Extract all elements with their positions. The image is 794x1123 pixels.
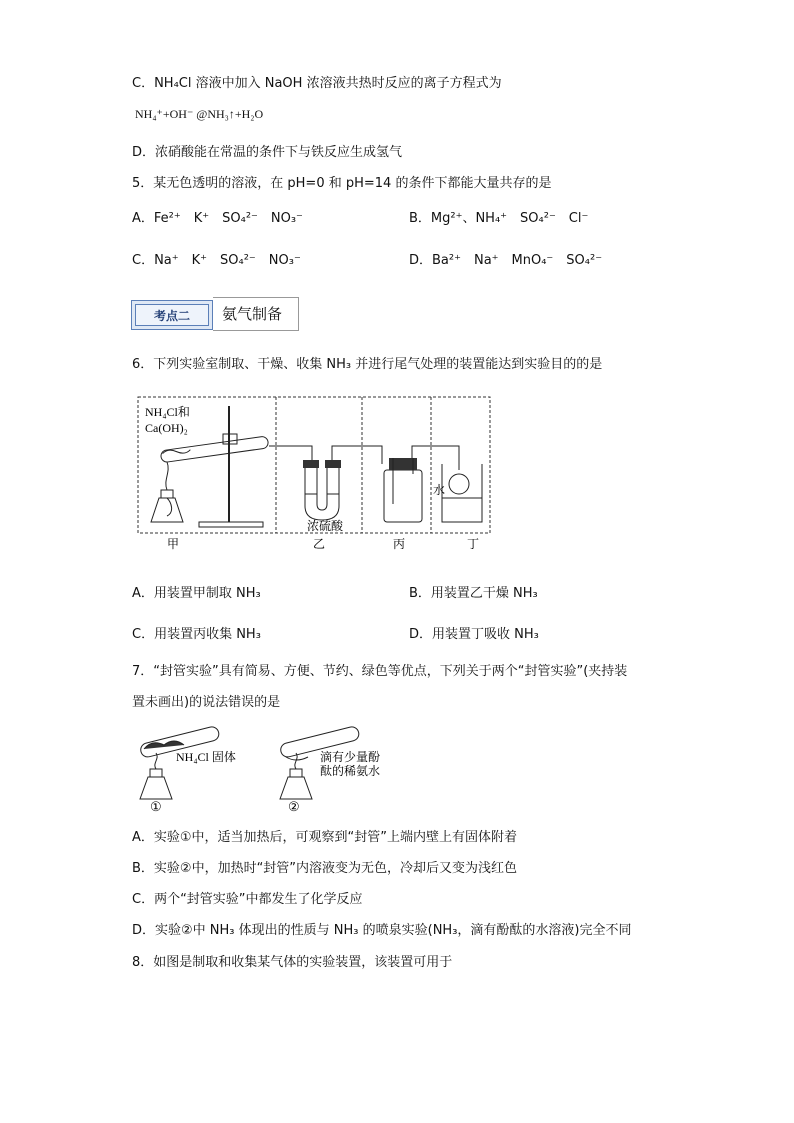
section-badge-label: 考点二	[135, 304, 209, 326]
q5-option-b: B．Mg²⁺、NH₄⁺ SO₄²⁻ Cl⁻	[409, 211, 589, 226]
fig-label-nh4cl: NH₄Cl 固体	[176, 750, 236, 764]
q7-option-a: A．实验①中，适当加热后，可观察到“封管”上端内壁上有固体附着	[132, 830, 518, 845]
fig-label-jia: 甲	[167, 537, 180, 551]
fig-label-ammonia-b: 酞的稀氨水	[320, 764, 381, 778]
fig-label-acid: 浓硫酸	[307, 519, 344, 533]
q6-stem: 6．下列实验室制取、干燥、收集 NH₃ 并进行尾气处理的装置能达到实验目的的是	[132, 357, 603, 372]
section-title: 氨气制备	[213, 297, 299, 331]
fig-label-yi: 乙	[313, 537, 326, 551]
section-badge	[131, 300, 213, 330]
q7-option-b: B．实验②中，加热时“封管”内溶液变为无色，冷却后又变为浅红色	[132, 861, 518, 876]
fig-label-ding: 丁	[467, 537, 480, 551]
fig-num-2: ②	[288, 799, 300, 814]
fig-reagent-line2: Ca(OH)₂	[145, 421, 188, 435]
q6-option-a: A．用装置甲制取 NH₃	[132, 586, 261, 601]
fig-label-bing: 丙	[393, 537, 406, 551]
q4-option-c-equation: NH₄⁺+OH⁻ @NH₃↑+H₂O	[135, 107, 264, 121]
q6-apparatus-figure	[137, 394, 493, 554]
q5-option-a: A．Fe²⁺ K⁺ SO₄²⁻ NO₃⁻	[132, 211, 303, 226]
q7-option-d: D．实验②中 NH₃ 体现出的性质与 NH₃ 的喷泉实验(NH₃，滴有酚酞的水溶液)完全不同	[132, 923, 632, 938]
q5-stem: 5．某无色透明的溶液，在 pH=0 和 pH=14 的条件下都能大量共存的是	[132, 176, 552, 191]
q8-stem: 8．如图是制取和收集某气体的实验装置，该装置可用于	[132, 955, 453, 970]
q6-option-b: B．用装置乙干燥 NH₃	[409, 586, 538, 601]
fig-num-1: ①	[150, 799, 162, 814]
fig-label-ammonia-a: 滴有少量酚	[320, 750, 381, 764]
q5-option-d: D．Ba²⁺ Na⁺ MnO₄⁻ SO₄²⁻	[409, 253, 603, 268]
q7-stem-line2: 置未画出)的说法错误的是	[132, 695, 281, 710]
q4-option-c: C．NH₄Cl 溶液中加入 NaOH 浓溶液共热时反应的离子方程式为	[132, 76, 502, 91]
q6-option-d: D．用装置丁吸收 NH₃	[409, 627, 539, 642]
q6-apparatus-svg	[137, 394, 493, 554]
q4-option-d: D．浓硝酸能在常温的条件下与铁反应生成氢气	[132, 145, 403, 160]
fig-reagent-line1: NH₄Cl和	[145, 405, 190, 419]
q7-stem-line1: 7．“封管实验”具有简易、方便、节约、绿色等优点，下列关于两个“封管实验”(夹持装	[132, 664, 628, 679]
q7-sealed-tube-svg	[130, 725, 400, 815]
q6-option-c: C．用装置丙收集 NH₃	[132, 627, 261, 642]
q5-option-c: C．Na⁺ K⁺ SO₄²⁻ NO₃⁻	[132, 253, 301, 268]
q7-option-c: C．两个“封管实验”中都发生了化学反应	[132, 892, 363, 907]
fig-label-water: 水	[433, 483, 446, 497]
q7-sealed-tube-figure	[130, 725, 400, 815]
